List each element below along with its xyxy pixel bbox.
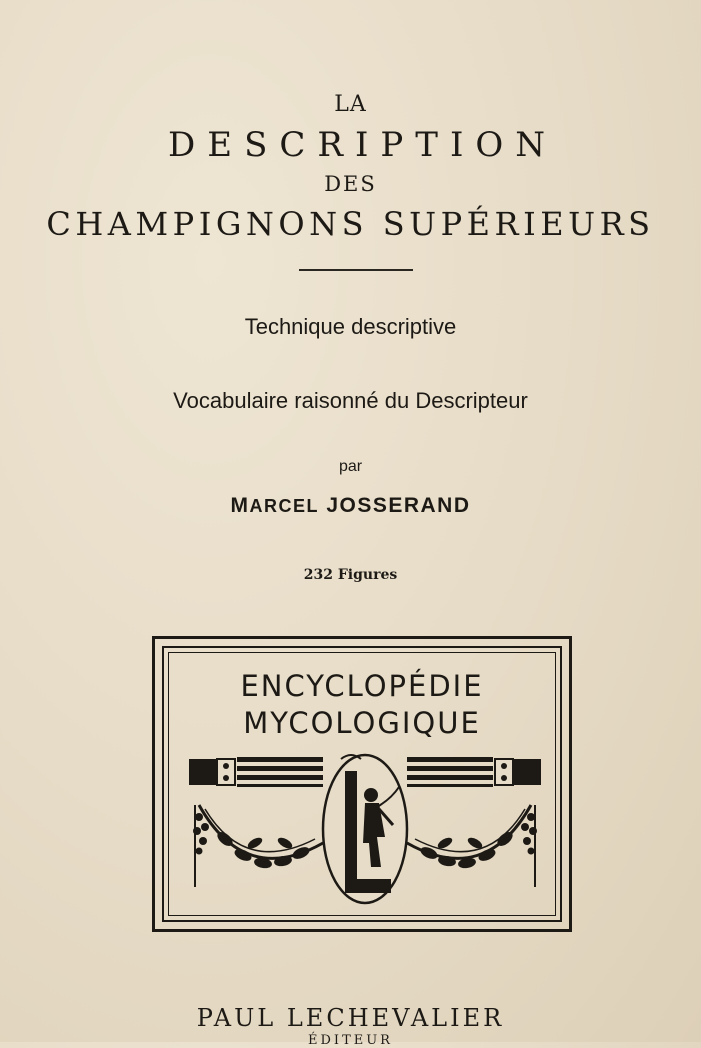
series-title-line2: MYCOLOGIQUE bbox=[243, 706, 481, 740]
series-title-line1: ENCYCLOPÉDIE bbox=[240, 669, 484, 703]
author-last-name: JOSSERAND bbox=[326, 494, 471, 517]
title-line-champignons: CHAMPIGNONS SUPÉRIEURS bbox=[46, 205, 655, 243]
author-first-name bbox=[230, 496, 319, 516]
publisher-emblem-icon bbox=[185, 747, 545, 907]
title-line-description: DESCRIPTION bbox=[167, 125, 558, 165]
subtitle-vocabulaire: Vocabulaire raisonné du Descripteur bbox=[173, 388, 528, 413]
figures-count: 232 Figures bbox=[303, 567, 398, 583]
byline-par: par bbox=[338, 458, 363, 475]
author-name bbox=[0, 494, 701, 518]
title-line-la: LA bbox=[334, 92, 367, 117]
publisher-name: PAUL LECHEVALIER bbox=[196, 1004, 505, 1032]
author-first-rest: ARCEL bbox=[249, 496, 319, 516]
subtitle-technique: Technique descriptive bbox=[244, 314, 457, 339]
title-divider bbox=[299, 269, 413, 271]
author-first-initial: M bbox=[230, 494, 250, 517]
title-line-des: DES bbox=[324, 172, 377, 196]
series-emblem-frame bbox=[152, 636, 572, 932]
publisher-role: ÉDITEUR bbox=[308, 1033, 393, 1048]
